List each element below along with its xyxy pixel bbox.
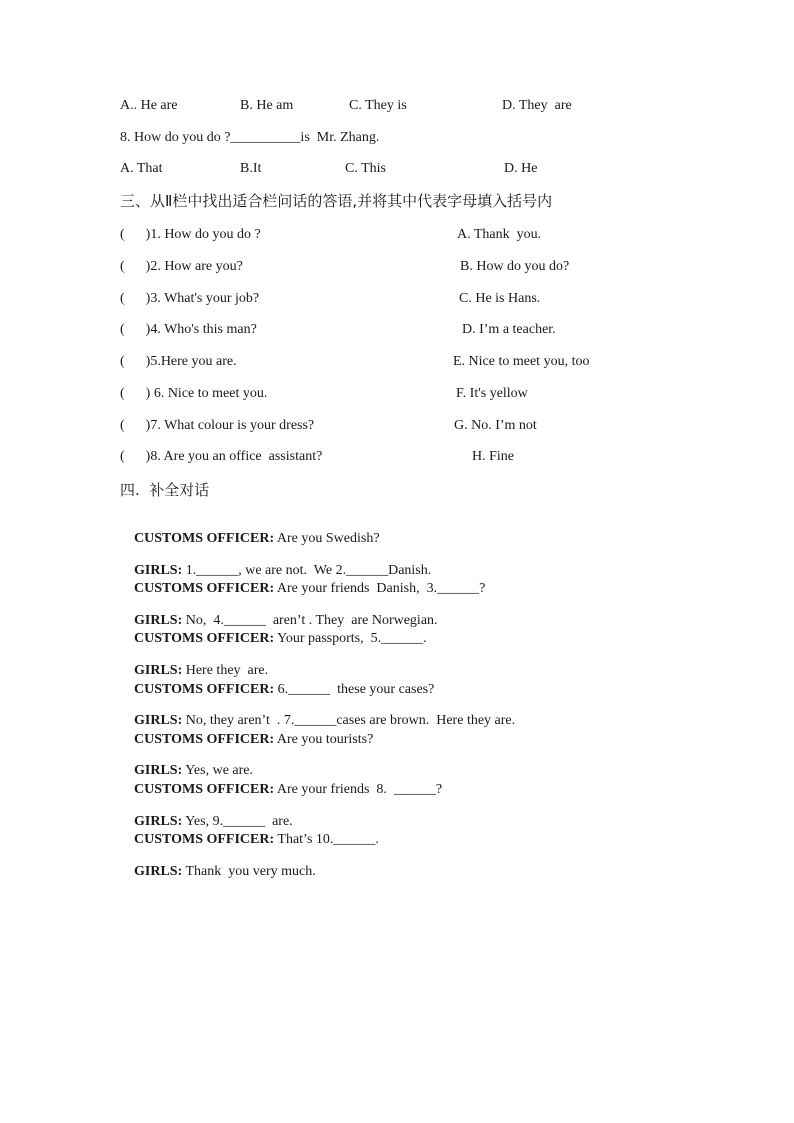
- speaker: CUSTOMS OFFICER:: [134, 531, 275, 546]
- speaker: CUSTOMS OFFICER:: [134, 631, 275, 646]
- q8-option-d: D. He: [504, 161, 538, 176]
- q8-stem: 8. How do you do ?__________is Mr. Zhang.: [120, 130, 380, 145]
- q7-option-b: B. He am: [240, 98, 294, 113]
- match-answer-c: C. He is Hans.: [459, 291, 541, 306]
- speaker: GIRLS:: [134, 663, 183, 678]
- q7-option-a: A.. He are: [120, 98, 178, 113]
- utterance: Are you Swedish?: [274, 531, 380, 546]
- utterance: 6.______ these your cases?: [274, 682, 435, 697]
- match-answer-g: G. No. I’m not: [454, 418, 537, 433]
- match-answer-b: B. How do you do?: [460, 259, 570, 274]
- section3-title: 三、从Ⅱ栏中找出适合栏问话的答语,并将其中代表字母填入括号内: [120, 192, 553, 210]
- utterance: Are your friends 8. ______?: [274, 782, 443, 797]
- speaker: GIRLS:: [134, 864, 183, 879]
- speaker: GIRLS:: [134, 563, 183, 578]
- q7-option-d: D. They are: [502, 98, 572, 113]
- utterance: Are your friends Danish, 3.______?: [274, 581, 486, 596]
- utterance: Your passports, 5.______.: [274, 631, 427, 646]
- speaker: CUSTOMS OFFICER:: [134, 732, 275, 747]
- match-answer-d: D. I’m a teacher.: [462, 322, 556, 337]
- q7-option-c: C. They is: [349, 98, 407, 113]
- utterance: Yes, we are.: [182, 763, 253, 778]
- speaker: GIRLS:: [134, 763, 183, 778]
- utterance: 1.______, we are not. We 2.______Danish.: [182, 563, 432, 578]
- match-question-7: ( )7. What colour is your dress?: [120, 418, 315, 433]
- q8-option-a: A. That: [120, 161, 163, 176]
- match-question-2: ( )2. How are you?: [120, 259, 243, 274]
- speaker: GIRLS:: [134, 713, 183, 728]
- utterance: That’s 10.______.: [274, 832, 379, 847]
- speaker: CUSTOMS OFFICER:: [134, 682, 275, 697]
- q8-option-b: B.It: [240, 161, 262, 176]
- speaker: GIRLS:: [134, 814, 183, 829]
- utterance: No, 4.______ aren’t . They are Norwegian.: [182, 613, 438, 628]
- match-question-1: ( )1. How do you do ?: [120, 227, 261, 242]
- dialogue-line-14: [120, 848, 316, 896]
- match-question-8: ( )8. Are you an office assistant?: [120, 449, 323, 464]
- utterance: No, they aren’t . 7.______cases are brown. Here they are.: [182, 713, 516, 728]
- utterance: Are you tourists?: [274, 732, 374, 747]
- match-question-6: ( ) 6. Nice to meet you.: [120, 386, 268, 401]
- match-answer-e: E. Nice to meet you, too: [453, 354, 590, 369]
- match-answer-a: A. Thank you.: [457, 227, 542, 242]
- utterance: Thank you very much.: [182, 864, 316, 879]
- speaker: CUSTOMS OFFICER:: [134, 782, 275, 797]
- match-answer-f: F. It's yellow: [456, 386, 528, 401]
- match-question-3: ( )3. What's your job?: [120, 291, 260, 306]
- section4-title: 四. 补全对话: [120, 481, 210, 499]
- match-question-4: ( )4. Who's this man?: [120, 322, 257, 337]
- speaker: CUSTOMS OFFICER:: [134, 581, 275, 596]
- utterance: Here they are.: [182, 663, 269, 678]
- match-answer-h: H. Fine: [472, 449, 514, 464]
- match-question-5: ( )5.Here you are.: [120, 354, 237, 369]
- speaker: GIRLS:: [134, 613, 183, 628]
- q8-option-c: C. This: [345, 161, 386, 176]
- utterance: Yes, 9.______ are.: [182, 814, 293, 829]
- speaker: CUSTOMS OFFICER:: [134, 832, 275, 847]
